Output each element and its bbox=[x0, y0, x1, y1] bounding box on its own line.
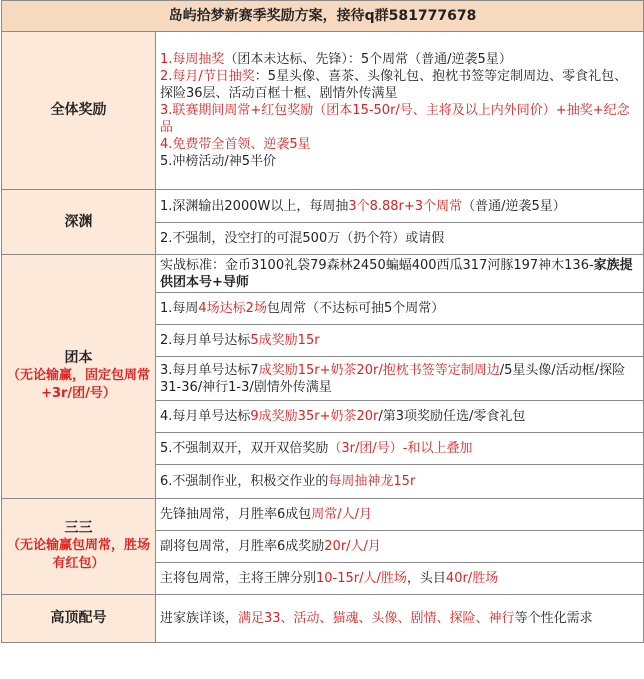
text-segment: ：5星头像、喜茶、头像礼包、抱枕书签等定制周边、零食礼包、探险36层、活动百框十框、剧情外传满星 bbox=[160, 69, 628, 101]
text-segment: 满足33、活动、猫魂、头像、剧情、探险、神行 bbox=[238, 611, 515, 626]
text-segment: 9成奖励35r+奶茶20r bbox=[250, 409, 379, 424]
text-segment: 40r/胜场 bbox=[445, 571, 499, 586]
reward-detail bbox=[156, 255, 644, 293]
text-segment: 6.不强制作业，积极交作业的 bbox=[160, 474, 329, 489]
reward-detail bbox=[156, 531, 644, 563]
text-segment: 等个性化需求 bbox=[514, 611, 593, 626]
text-segment: 进家族详谈， bbox=[160, 611, 239, 626]
section-heading bbox=[2, 595, 156, 643]
text-segment: 4.免费带全首领、逆袭5星 bbox=[160, 137, 311, 152]
section-heading bbox=[2, 255, 156, 499]
text-segment: 每周抽神龙15r bbox=[328, 474, 416, 489]
reward-detail bbox=[156, 293, 644, 325]
text-segment: 周常/人/月 bbox=[311, 507, 373, 522]
text-segment: 5成奖励15r bbox=[250, 333, 320, 348]
reward-detail bbox=[156, 190, 644, 223]
table-row bbox=[2, 499, 644, 531]
section-name: 全体奖励 bbox=[50, 102, 107, 118]
text-segment: 成奖励15r+奶茶20r/抱枕书签等定制周边 bbox=[258, 362, 500, 378]
section-note: （无论输赢包周常，胜场有红包） bbox=[6, 538, 150, 571]
reward-detail bbox=[156, 401, 644, 433]
text-segment: 5.冲榜活动/神5半价 bbox=[160, 154, 277, 169]
reward-detail bbox=[156, 499, 644, 531]
section-name: 深渊 bbox=[64, 213, 93, 230]
section-heading bbox=[2, 499, 156, 595]
table-row bbox=[2, 190, 644, 223]
section-name: 三三 bbox=[64, 520, 93, 536]
text-segment: （3r/团/号）-和以上叠加 bbox=[328, 441, 473, 456]
reward-detail bbox=[156, 433, 644, 465]
section-heading bbox=[2, 32, 156, 190]
text-segment: 2.每月/节日抽奖 bbox=[160, 69, 255, 84]
text-segment: 先锋抽周常，月胜率6成包 bbox=[160, 507, 312, 522]
text-segment: 包周常（不达标可抽5个周常） bbox=[266, 301, 445, 316]
text-segment: 2.不强制，没空打的可混500万（扔个符）或请假 bbox=[160, 231, 445, 246]
text-segment: 3个8.88r+3个周常 bbox=[348, 198, 463, 214]
text-segment: （普通/逆袭5星） bbox=[462, 198, 566, 214]
text-segment: 2.每月单号达标 bbox=[160, 333, 251, 348]
text-segment: 1.每周抽奖 bbox=[160, 52, 225, 67]
section-note: （无论输赢，固定包周常+3r/团/号） bbox=[6, 368, 150, 401]
text-segment: 10-15r/人/胜场 bbox=[316, 571, 407, 586]
page-title: 岛屿拾梦新赛季奖励方案，接待q群581777678 bbox=[2, 1, 644, 32]
section-name: 高顶配号 bbox=[50, 610, 107, 626]
table-row bbox=[2, 595, 644, 643]
reward-detail bbox=[156, 595, 644, 643]
text-segment: /5星头像/活动框/探险31-36/神行1-3/剧情外传满星 bbox=[160, 362, 626, 395]
reward-table bbox=[1, 0, 644, 643]
text-segment: 4场达标2场 bbox=[198, 301, 267, 316]
reward-detail bbox=[156, 563, 644, 595]
text-segment: 4.每月单号达标 bbox=[160, 409, 251, 424]
text-segment: 3.每月单号达标7 bbox=[160, 362, 259, 378]
text-segment: 5.不强制双开，双开双倍奖励 bbox=[160, 441, 329, 456]
text-segment: 1.深渊输出2000W以上，每周抽 bbox=[160, 198, 349, 214]
text-segment: 20r/人/月 bbox=[324, 539, 381, 554]
text-segment: 副将包周常，月胜率6成奖励 bbox=[160, 539, 325, 554]
text-segment: ，头目 bbox=[406, 571, 446, 586]
reward-detail bbox=[156, 32, 644, 190]
reward-detail bbox=[156, 465, 644, 499]
text-segment: （团本未达标、先锋）：5个周常（普通/逆袭5星） bbox=[224, 52, 512, 67]
table-row bbox=[2, 32, 644, 190]
reward-detail bbox=[156, 325, 644, 357]
table-row bbox=[2, 255, 644, 293]
reward-detail bbox=[156, 357, 644, 401]
section-heading bbox=[2, 190, 156, 255]
section-name: 团本 bbox=[64, 350, 93, 366]
text-segment: 3.联赛期间周常+红包奖励（团本15-50r/号、主将及以上内外同价）+抽奖+纪念品 bbox=[160, 103, 630, 135]
text-segment: 实战标准：金币3100礼袋79森林2450蝙蝠400西瓜317河豚197神木136- bbox=[160, 257, 594, 273]
reward-detail bbox=[156, 223, 644, 255]
text-segment: 1.每周 bbox=[160, 301, 199, 316]
text-segment: /第3项奖励任选/零食礼包 bbox=[378, 409, 526, 424]
text-segment: 家族提供团本号+导师 bbox=[160, 257, 633, 290]
text-segment: 主将包周常，主将王牌分别 bbox=[160, 571, 317, 586]
